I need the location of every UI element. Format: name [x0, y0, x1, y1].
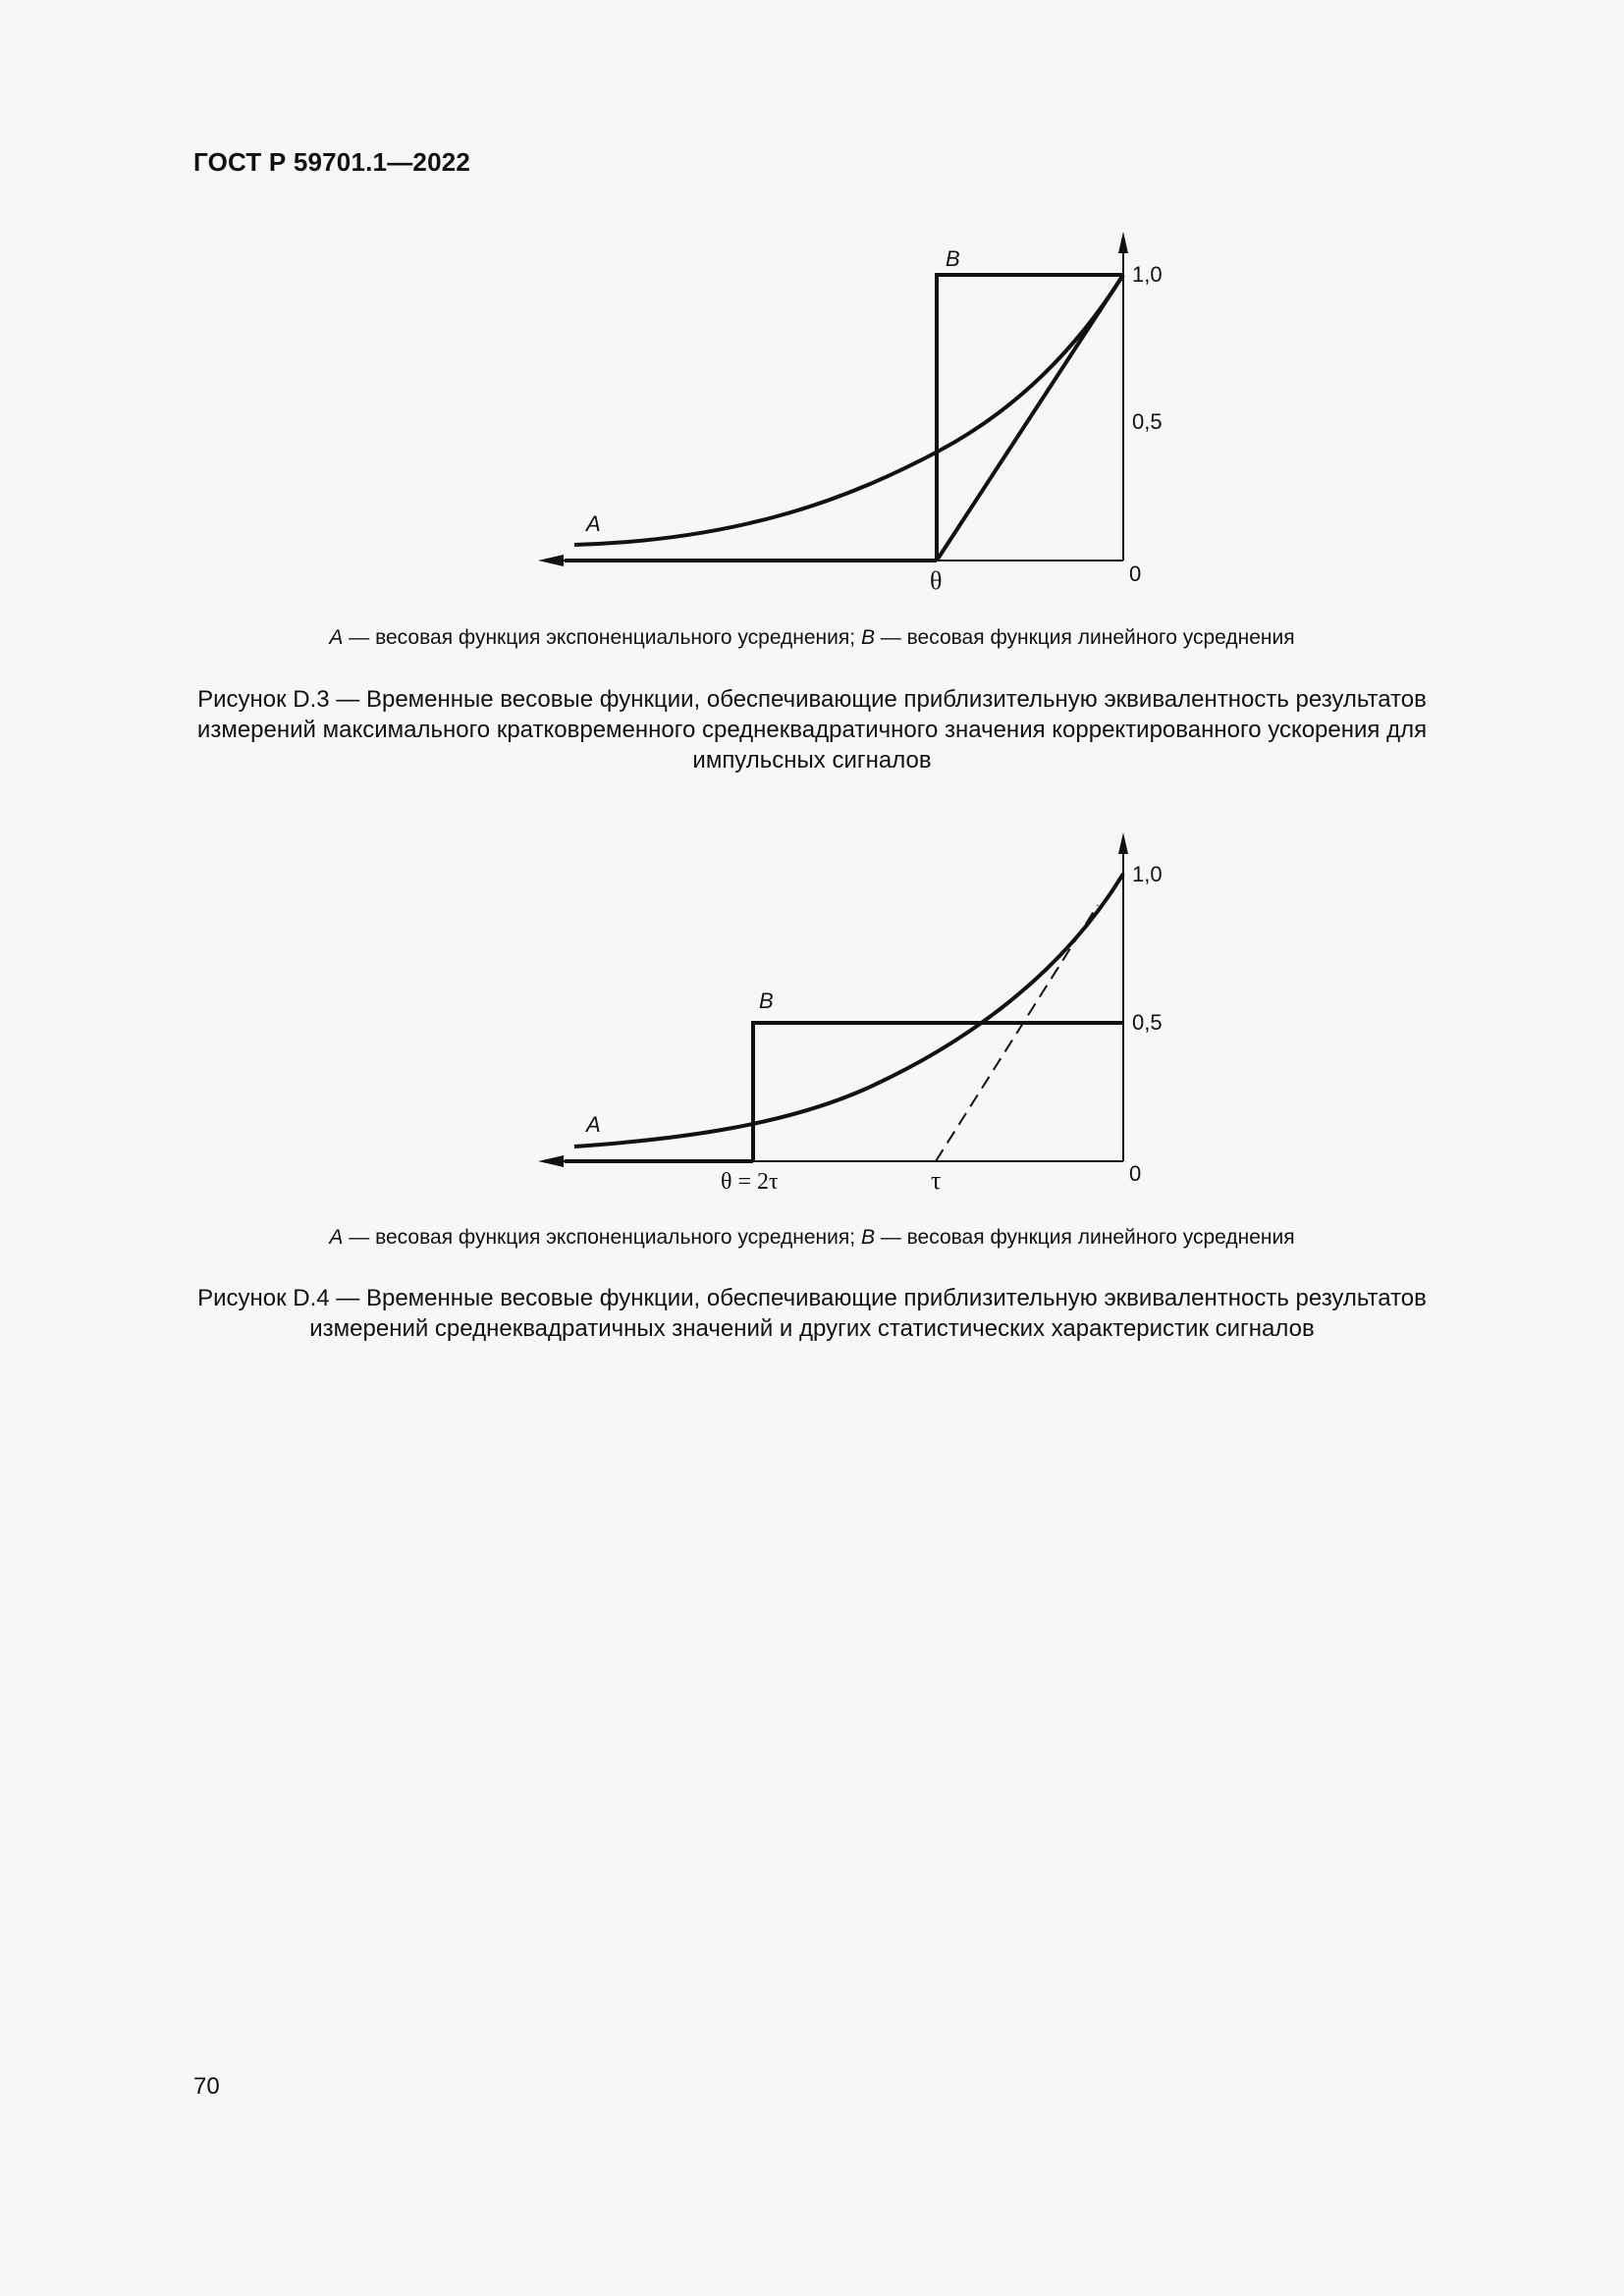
- theta-label: θ = 2τ: [721, 1169, 779, 1195]
- legend-b-text: — весовая функция линейного усреднения: [874, 626, 1295, 649]
- tick-label-05: 0,5: [1132, 1010, 1163, 1035]
- theta-label: θ: [930, 566, 943, 595]
- curve-b-line: [753, 1023, 1123, 1161]
- legend-b-text: — весовая функция линейного усреднения: [874, 1226, 1295, 1249]
- curve-a-label: A: [586, 511, 601, 536]
- curve-a-line: [574, 874, 1123, 1147]
- legend-a-text: — весовая функция экспоненциального усреднения;: [343, 1226, 861, 1249]
- legend-b-letter: B: [860, 626, 875, 649]
- tick-label-0: 0: [1129, 1161, 1142, 1186]
- legend-a-text: — весовая функция экспоненциального усреднения;: [343, 626, 861, 649]
- figure-d3-caption: Рисунок D.3 — Временные весовые функции, обеспечивающие приблизительную эквивалентность результатов измерений максимального кратковременного среднеквадратичного значения корректированного ускорения для импульсных сигналов: [196, 686, 1428, 774]
- legend-a-letter: A: [329, 1226, 344, 1249]
- document-header: ГОСТ Р 59701.1—2022: [193, 147, 471, 177]
- legend-b-letter: B: [860, 1226, 875, 1249]
- figure-d4-legend: [0, 1226, 1624, 1250]
- tick-label-05: 0,5: [1132, 409, 1163, 434]
- tick-label-0: 0: [1129, 561, 1142, 586]
- legend-a-letter: A: [329, 626, 344, 649]
- curve-b-label: B: [946, 246, 960, 271]
- y-axis-arrow: [1118, 832, 1128, 854]
- x-axis-arrow: [538, 1155, 564, 1167]
- tick-label-1: 1,0: [1132, 862, 1163, 886]
- tick-label-1: 1,0: [1132, 262, 1163, 287]
- curve-a-label: A: [586, 1112, 601, 1137]
- tau-label: τ: [931, 1166, 942, 1195]
- figure-d4-caption: Рисунок D.4 — Временные весовые функции, обеспечивающие приблизительную эквивалентность результатов измерений среднеквадратичных значений и других статистических характеристик сигналов: [197, 1285, 1427, 1342]
- curve-b-label: B: [759, 988, 774, 1013]
- page-number: 70: [193, 2073, 220, 2100]
